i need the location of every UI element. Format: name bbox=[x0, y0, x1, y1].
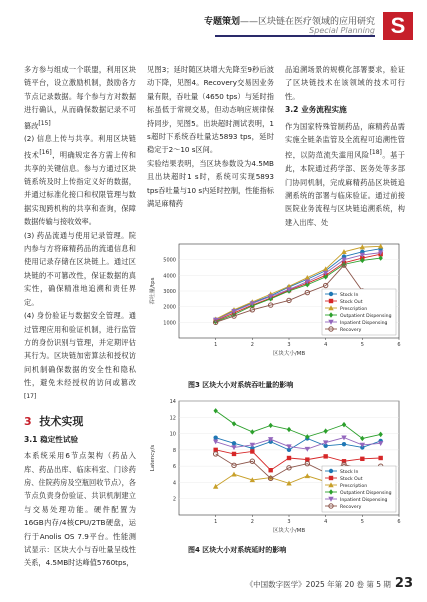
y-tick-label: 1000 bbox=[163, 320, 176, 327]
legend-label: Prescription bbox=[340, 484, 368, 489]
x-tick-label: 5 bbox=[360, 342, 364, 348]
section-heading-3: 3 技术实现 bbox=[24, 415, 84, 429]
data-point bbox=[213, 435, 217, 439]
x-tick-label: 3 bbox=[287, 519, 291, 525]
y-tick-label: 6 bbox=[172, 464, 176, 471]
x-tick-label: 1 bbox=[214, 342, 218, 348]
column-left bbox=[24, 63, 136, 570]
legend-label: Stock In bbox=[340, 470, 359, 475]
data-point bbox=[329, 292, 333, 296]
data-point bbox=[287, 456, 291, 460]
y-tick-label: 3000 bbox=[163, 289, 176, 295]
paragraph: 本系统采用6节点架构（药品入库、药品出库、临床科室、门诊药房、住院药房及空瓶回收节点），各节点负责身份验证、共识机制建立与交易处理功能。硬件配置为16GB内存/4核CPU/2TB硬盘，运行于Anolis OS 7.9平台。性能测试显示：区块大小与吞吐量呈线性关系，4.5MB时达峰值5760tps， bbox=[24, 451, 136, 568]
y-tick-label: 2 bbox=[172, 496, 176, 503]
x-tick-label: 6 bbox=[397, 342, 401, 348]
journal-info: 《中国数字医学》2025 年第 20 卷 第 5 期 bbox=[245, 580, 391, 589]
latency-chart bbox=[147, 395, 407, 535]
y-tick-label: 14 bbox=[169, 399, 176, 405]
y-axis-label: Latency/s bbox=[150, 444, 156, 472]
y-tick-label: 2000 bbox=[163, 304, 176, 311]
data-point bbox=[360, 457, 364, 461]
page-footer bbox=[246, 576, 413, 591]
legend-label: Outpatient Dispensing bbox=[340, 314, 392, 319]
paragraph: (2) 信息上传与共享。利用区块链技术[16]，明确规定各方需上传和共享的关键信息。参与方通过区块链系统及时上传指定义好的数据，并通过标准化接口和权限管理与数据实现跨机构的共享和查询，保障数据传输与接收效率。 bbox=[24, 134, 136, 227]
header-rule bbox=[215, 35, 375, 37]
legend-label: Stock In bbox=[340, 293, 359, 298]
legend-label: Prescription bbox=[340, 307, 368, 312]
x-axis-label: 区块大小/MB bbox=[272, 528, 306, 534]
x-tick-label: 2 bbox=[250, 519, 254, 525]
data-point bbox=[323, 454, 327, 458]
data-point bbox=[232, 441, 236, 445]
subsection-heading-3-2: 3.2 业务流程实施 bbox=[285, 105, 347, 115]
column-right bbox=[285, 63, 405, 229]
legend-label: Stock Out bbox=[340, 477, 363, 482]
legend-label: Recovery bbox=[340, 505, 362, 510]
legend-label: Inpatient Dispensing bbox=[340, 498, 388, 503]
paragraph: (3) 药品流通与使用记录管理。院内参与方将麻精药品的流通信息和使用记录存储在区块链上。通过区块链的不可篡改性，保证数据的真实性，确保精准地追溯和责任界定。 bbox=[24, 230, 136, 307]
legend-label: Recovery bbox=[340, 328, 362, 333]
running-title: 专题策划——区块链在医疗领域的应用研究 bbox=[203, 17, 375, 27]
figure-4-caption: 图4 区块大小对系统延时的影响 bbox=[188, 546, 287, 554]
legend-label: Outpatient Dispensing bbox=[340, 491, 392, 496]
data-point bbox=[329, 476, 333, 480]
data-point bbox=[329, 469, 333, 473]
x-tick-label: 4 bbox=[324, 519, 328, 525]
legend bbox=[322, 466, 396, 512]
data-point bbox=[378, 456, 382, 460]
page-header bbox=[0, 0, 427, 40]
y-axis-label: 吞吐量/tps bbox=[150, 277, 156, 305]
paragraph: 作为国家特殊管制药品，麻精药品需实施全链条监管及全流程可追溯性管控，以防范流失滥用风险[18]。基于此，本院通过药学部、医务处等多部门协同机制，完成麻精药品区块链追溯系统的部署与临床验证。通过前接医院业务流程与区块链追溯系统，构建入出库、处 bbox=[285, 121, 405, 227]
page-number: 23 bbox=[394, 576, 413, 591]
x-tick-label: 2 bbox=[250, 342, 254, 348]
paragraph: 见图3；延时随区块增大先降至9秒后波动下降，见图4。Recovery交易因业务量有限，吞吐量（4650 tps）与延时指标虽低于常规交易，但动态响应规律保持同步，见图5。出块超时测试表明，1 s超时下系统吞吐量达5893 tps，延时稳定于2～10 s区间。 bbox=[147, 65, 274, 155]
x-tick-label: 1 bbox=[214, 519, 218, 525]
paragraph: 品追溯场景的规模化部署要求，验证了区块链技术在该领域的技术可行性。 bbox=[285, 65, 405, 101]
y-tick-label: 12 bbox=[169, 415, 176, 422]
x-axis-label: 区块大小/MB bbox=[272, 351, 306, 357]
x-tick-label: 6 bbox=[397, 519, 401, 525]
y-tick-label: 4 bbox=[172, 480, 176, 487]
throughput-chart bbox=[147, 238, 407, 358]
legend-label: Stock Out bbox=[340, 300, 363, 305]
paragraph: 实验结果表明，当区块参数设为4.5MB且出块超时1 s时，系统可实现5893 tps吞吐量与10 s内延时控制，性能指标满足麻精药 bbox=[147, 158, 274, 209]
data-point bbox=[268, 468, 272, 472]
x-tick-label: 4 bbox=[324, 342, 328, 348]
paragraph: 多方参与组成一个联盟，利用区块链平台，设立激励机制，鼓励各方节点记录数据。每个参与方对数据进行确认，从而确保数据记录不可篡改[15] bbox=[24, 65, 136, 131]
legend bbox=[322, 289, 396, 335]
running-subtitle: Special Planning bbox=[309, 26, 375, 35]
y-tick-label: 10 bbox=[169, 431, 176, 438]
figure-3-caption: 图3 区块大小对系统吞吐量的影响 bbox=[188, 381, 294, 389]
column-middle bbox=[147, 63, 274, 210]
subsection-heading-3-1: 3.1 稳定性试验 bbox=[24, 434, 79, 444]
section-logo: S bbox=[383, 12, 413, 40]
legend-label: Inpatient Dispensing bbox=[340, 321, 388, 326]
y-tick-label: 4000 bbox=[163, 273, 176, 280]
x-tick-label: 3 bbox=[287, 342, 291, 348]
data-point bbox=[232, 452, 236, 456]
data-point bbox=[250, 449, 254, 453]
data-point bbox=[329, 299, 333, 303]
y-tick-label: 8 bbox=[172, 447, 176, 454]
paragraph: (4) 身份验证与数据安全管理。通过管理应用和验证机制，进行监管方的身份识别与管理，并定期评估其行为。区块链加密算法和授权访问机制确保数据的安全性和隐私性，避免未经授权的访问或篡改[17] bbox=[24, 311, 136, 400]
y-tick-label: 5000 bbox=[163, 257, 176, 264]
x-tick-label: 5 bbox=[360, 519, 364, 525]
data-point bbox=[342, 442, 346, 446]
